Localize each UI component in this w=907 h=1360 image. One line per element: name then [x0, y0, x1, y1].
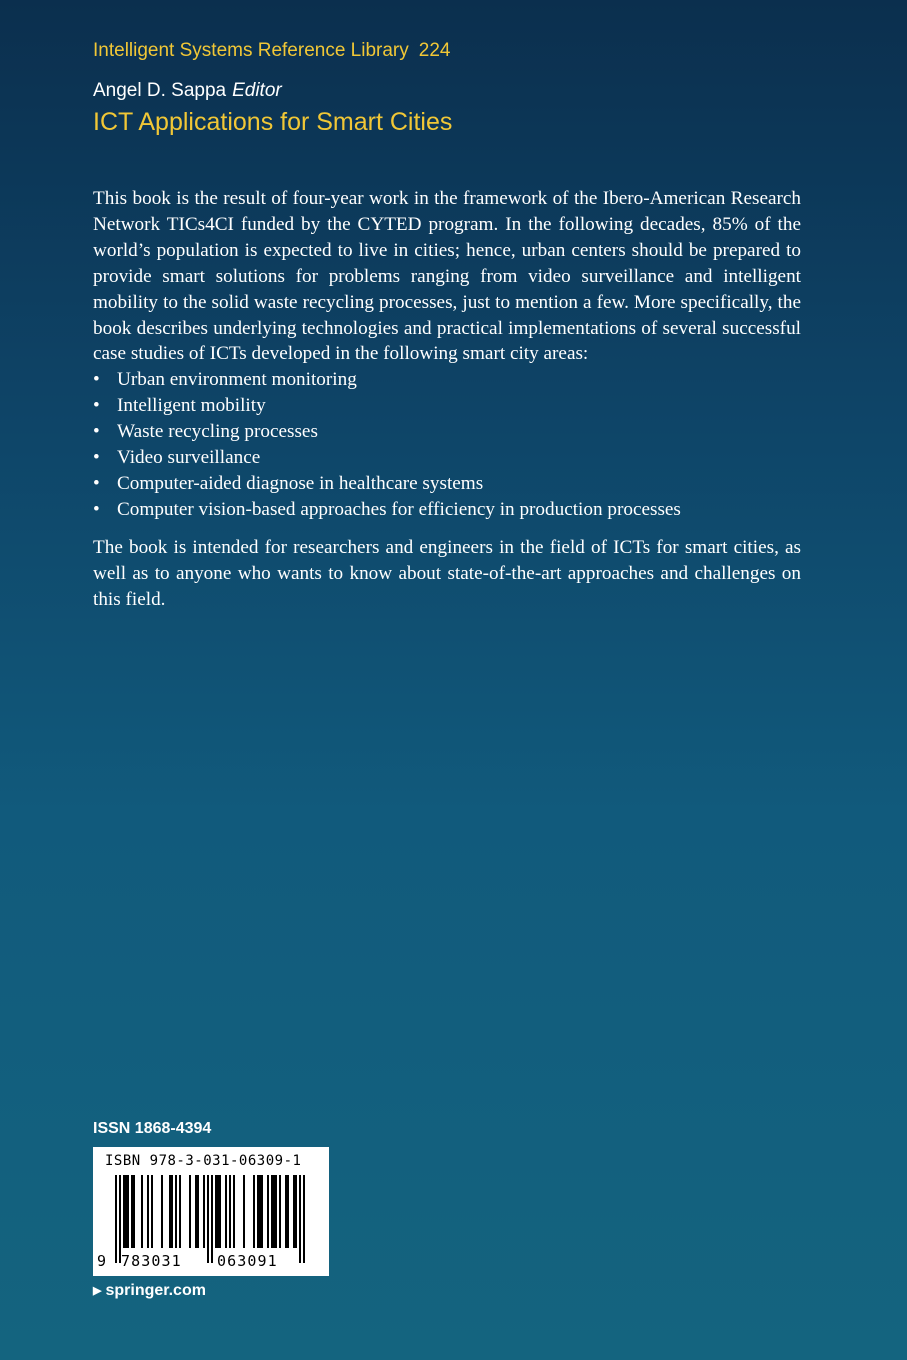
- barcode-digits-left: 783031: [121, 1252, 182, 1270]
- list-item: • Computer vision-based approaches for efficiency in production processes: [93, 497, 801, 523]
- barcode-bar: [147, 1175, 149, 1248]
- bullet-icon: •: [93, 395, 100, 417]
- barcode-bar: [119, 1175, 121, 1263]
- barcode-bar: [131, 1175, 133, 1248]
- barcode-bar: [271, 1175, 273, 1248]
- barcode-bar: [151, 1175, 153, 1248]
- barcode-bar: [171, 1175, 173, 1248]
- barcode-bar: [253, 1175, 255, 1248]
- barcode-bar: [195, 1175, 197, 1248]
- barcode-bar: [299, 1175, 301, 1263]
- barcode-bar: [125, 1175, 127, 1248]
- publisher-url: springer.com: [105, 1282, 206, 1299]
- barcode-bar: [275, 1175, 277, 1248]
- barcode-bar: [293, 1175, 295, 1248]
- bullet-icon: •: [93, 498, 100, 520]
- barcode-bar: [219, 1175, 221, 1248]
- bullet-icon: •: [93, 447, 100, 469]
- list-item: • Waste recycling processes: [93, 419, 801, 445]
- smart-city-areas-list: [93, 367, 801, 522]
- barcode-bar: [175, 1175, 177, 1248]
- barcode-bar: [295, 1175, 297, 1248]
- list-item: • Computer-aided diagnose in healthcare systems: [93, 471, 801, 497]
- barcode-bar: [189, 1175, 191, 1248]
- isbn-barcode: [93, 1147, 329, 1276]
- editor-line: [93, 80, 282, 102]
- barcode-bar: [197, 1175, 199, 1248]
- barcode-bar: [207, 1175, 209, 1263]
- barcode-bar: [123, 1175, 125, 1248]
- barcode-bar: [179, 1175, 181, 1248]
- barcode-bar: [133, 1175, 135, 1248]
- book-blurb: [93, 186, 801, 613]
- series-name: Intelligent Systems Reference Library: [93, 40, 409, 61]
- barcode-bar: [229, 1175, 231, 1248]
- publisher-link[interactable]: [93, 1282, 206, 1300]
- barcode-bar: [233, 1175, 235, 1248]
- barcode-bar: [203, 1175, 205, 1248]
- series-number: 224: [418, 40, 451, 61]
- barcode-bar: [243, 1175, 245, 1248]
- barcode-bar: [273, 1175, 275, 1248]
- barcode-bar: [303, 1175, 305, 1263]
- isbn-label: ISBN 978-3-031-06309-1: [105, 1153, 302, 1169]
- blurb-paragraph-2: The book is intended for researchers and engineers in the field of ICTs for smart cities, as well as to anyone who wants to know about state-of-the-art approaches and challenges on this field.: [93, 536, 801, 610]
- barcode-bar: [115, 1175, 117, 1263]
- barcode-bar: [279, 1175, 281, 1248]
- barcode-bar: [215, 1175, 217, 1248]
- bullet-icon: •: [93, 472, 100, 494]
- barcode-bar: [285, 1175, 287, 1248]
- barcode-bar: [257, 1175, 259, 1248]
- barcode-bar: [287, 1175, 289, 1248]
- editor-name: Angel D. Sappa: [93, 80, 227, 101]
- barcode-bar: [261, 1175, 263, 1248]
- list-item: • Intelligent mobility: [93, 393, 801, 419]
- list-item: • Urban environment monitoring: [93, 367, 801, 393]
- editor-role: Editor: [232, 80, 282, 101]
- barcode-bar: [267, 1175, 269, 1248]
- barcode-bar: [141, 1175, 143, 1248]
- barcode-bar: [169, 1175, 171, 1248]
- barcode-bar: [127, 1175, 129, 1248]
- issn-label: ISSN 1868-4394: [93, 1120, 212, 1137]
- barcode-bar: [211, 1175, 213, 1263]
- bullet-icon: •: [93, 369, 100, 391]
- bullet-icon: •: [93, 421, 100, 443]
- book-title: ICT Applications for Smart Cities: [93, 108, 453, 136]
- barcode-bar: [161, 1175, 163, 1248]
- barcode-bar: [259, 1175, 261, 1248]
- barcode-digit-first: 9: [97, 1252, 107, 1270]
- barcode-digits-right: 063091: [217, 1252, 278, 1270]
- barcode-bar: [225, 1175, 227, 1248]
- list-item: • Video surveillance: [93, 445, 801, 471]
- barcode-bar: [217, 1175, 219, 1248]
- series-line: [93, 40, 450, 62]
- blurb-paragraph-1: This book is the result of four-year work in the framework of the Ibero-American Research Network TICs4CI funded by the CYTED program. In the following decades, 85% of the world’s population is expected to live in cities; hence, urban centers should be prepared to provide smart solutions for problems ranging from video surveillance and intelligent mobility to the solid waste recycling processes, just to mention a few. More specifically, the book describes underlying technologies and practical implementations of several successful case studies of ICTs developed in the following smart city areas:: [93, 188, 801, 365]
- triangle-right-icon: ▶: [93, 1285, 102, 1297]
